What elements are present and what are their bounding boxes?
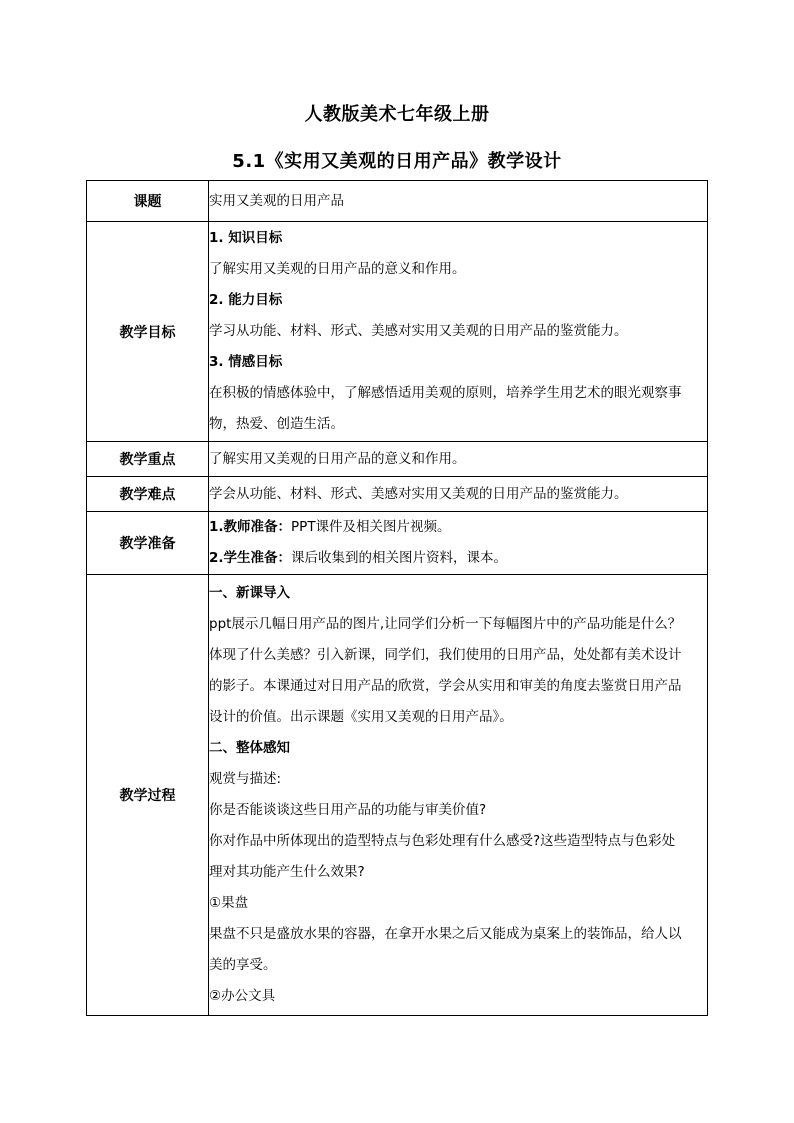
section1-heading: 一、新课导入 <box>209 585 290 601</box>
lesson-plan-table <box>86 180 708 1016</box>
table-row-topic <box>87 181 708 222</box>
section1-line: ppt展示几幅日用产品的图片,让同学们分析一下每幅图片中的产品功能是什么？ <box>209 616 682 632</box>
goals-label: 教学目标 <box>87 222 209 442</box>
document-title: 人教版美术七年级上册 <box>304 104 490 125</box>
table-row-difficulties <box>87 477 708 512</box>
section2-line: 你对作品中所体现出的造型特点与色彩处理有什么感受?这些造型特点与色彩处 <box>209 833 676 849</box>
teacher-preparation-text: PPT课件及相关图片视频。 <box>291 519 451 535</box>
key-points-label: 教学重点 <box>87 442 209 477</box>
topic-value <box>209 181 708 222</box>
process-content <box>209 575 708 1016</box>
goals-content <box>209 222 708 442</box>
topic-text: 实用又美观的日用产品 <box>209 192 344 209</box>
preparation-label: 教学准备 <box>87 512 209 575</box>
table-row-goals <box>87 222 708 442</box>
section1-line: 的影子。本课通过对日用产品的欣赏，学会从实用和审美的角度去鉴赏日用产品 <box>209 678 682 694</box>
section2-line: ①果盘 <box>209 895 249 911</box>
section2-line: 果盘不只是盛放水果的容器，在拿开水果之后又能成为桌案上的装饰品，给人以 <box>209 926 682 942</box>
emotion-goal-text-1: 在积极的情感体验中，了解感悟适用美观的原则，培养学生用艺术的眼光观察事 <box>209 385 682 401</box>
section2-heading: 二、整体感知 <box>209 740 290 756</box>
difficulties-label: 教学难点 <box>87 477 209 512</box>
ability-goal-heading: 2. 能力目标 <box>209 292 283 308</box>
difficulties-content <box>209 477 708 512</box>
emotion-goal-text-2: 物，热爱、创造生活。 <box>209 416 344 432</box>
section2-line: 理对其功能产生什么效果? <box>209 864 365 880</box>
section2-line: 你是否能谈谈这些日用产品的功能与审美价值? <box>209 802 487 818</box>
table-row-preparation <box>87 512 708 575</box>
student-preparation-text: 课后收集到的相关图片资料，课本。 <box>291 550 508 566</box>
preparation-content <box>209 512 708 575</box>
section2-line: 美的享受。 <box>209 957 277 973</box>
ability-goal-text: 学习从功能、材料、形式、美感对实用又美观的日用产品的鉴赏能力。 <box>209 323 628 339</box>
topic-label: 课题 <box>87 181 209 222</box>
section1-line: 体现了什么美感？引入新课，同学们，我们使用的日用产品，处处都有美术设计 <box>209 647 682 663</box>
section2-line: ②办公文具 <box>209 988 276 1004</box>
table-row-key-points <box>87 442 708 477</box>
key-points-content <box>209 442 708 477</box>
student-preparation-heading: 2.学生准备： <box>209 550 292 566</box>
document-subtitle: 5.1《实用又美观的日用产品》教学设计 <box>232 151 562 172</box>
teacher-preparation <box>209 512 707 543</box>
difficulties-text: 学会从功能、材料、形式、美感对实用又美观的日用产品的鉴赏能力。 <box>209 485 628 502</box>
section2-line: 观赏与描述: <box>209 771 282 787</box>
table-row-process <box>87 575 708 1016</box>
knowledge-goal-text: 了解实用又美观的日用产品的意义和作用。 <box>209 261 466 277</box>
emotion-goal-heading: 3. 情感目标 <box>209 354 283 370</box>
process-label: 教学过程 <box>87 575 209 1016</box>
section1-line: 设计的价值。出示课题《实用又美观的日用产品》。 <box>209 709 513 725</box>
student-preparation <box>209 543 707 574</box>
knowledge-goal-heading: 1. 知识目标 <box>209 230 283 246</box>
teacher-preparation-heading: 1.教师准备： <box>209 519 292 535</box>
key-points-text: 了解实用又美观的日用产品的意义和作用。 <box>209 450 466 467</box>
